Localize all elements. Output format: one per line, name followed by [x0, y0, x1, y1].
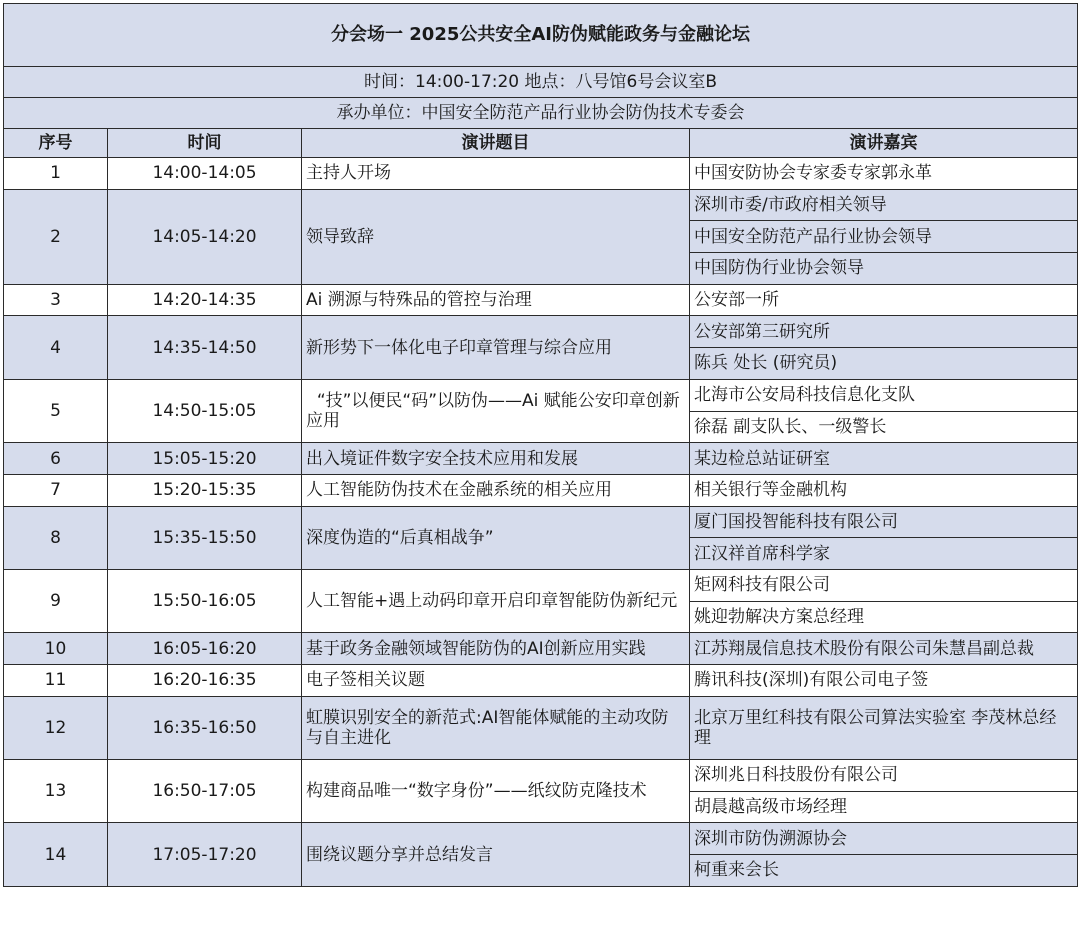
row-number: 8	[4, 506, 108, 569]
row-topic: 人工智能防伪技术在金融系统的相关应用	[302, 474, 690, 506]
row-topic: 虹膜识别安全的新范式:AI智能体赋能的主动攻防与自主进化	[302, 696, 690, 759]
row-topic: 构建商品唯一“数字身份”——纸纹防克隆技术	[302, 760, 690, 823]
row-topic: “技”以便民“码”以防伪——Ai 赋能公安印章创新应用	[302, 379, 690, 442]
row-time: 15:35-15:50	[108, 506, 302, 569]
row-speaker: 中国安防协会专家委专家郭永革	[690, 158, 1078, 190]
row-number: 5	[4, 379, 108, 442]
row-time: 14:20-14:35	[108, 284, 302, 316]
row-topic: 电子签相关议题	[302, 665, 690, 697]
row-speaker: 北京万里红科技有限公司算法实验室 李茂林总经理	[690, 696, 1078, 759]
forum-title: 分会场一 2025公共安全AI防伪赋能政务与金融论坛	[4, 4, 1078, 67]
row-topic: 基于政务金融领域智能防伪的AI创新应用实践	[302, 633, 690, 665]
row-speaker: 厦门国投智能科技有限公司	[690, 506, 1078, 538]
row-time: 14:35-14:50	[108, 316, 302, 379]
row-number: 14	[4, 823, 108, 886]
row-time: 16:05-16:20	[108, 633, 302, 665]
row-speaker: 深圳市委/市政府相关领导	[690, 189, 1078, 221]
row-speaker: 江苏翔晟信息技术股份有限公司朱慧昌副总裁	[690, 633, 1078, 665]
row-speaker: 北海市公安局科技信息化支队	[690, 379, 1078, 411]
row-speaker: 胡晨越高级市场经理	[690, 791, 1078, 823]
row-speaker: 相关银行等金融机构	[690, 474, 1078, 506]
row-number: 9	[4, 569, 108, 632]
row-number: 2	[4, 189, 108, 284]
row-number: 4	[4, 316, 108, 379]
row-number: 6	[4, 443, 108, 475]
row-number: 3	[4, 284, 108, 316]
row-speaker: 腾讯科技(深圳)有限公司电子签	[690, 665, 1078, 697]
row-time: 15:05-15:20	[108, 443, 302, 475]
agenda-row	[4, 760, 1078, 792]
row-topic: 出入境证件数字安全技术应用和发展	[302, 443, 690, 475]
row-number: 13	[4, 760, 108, 823]
agenda-row	[4, 665, 1078, 697]
column-header-topic: 演讲题目	[302, 129, 690, 158]
row-topic: 围绕议题分享并总结发言	[302, 823, 690, 886]
row-time: 16:50-17:05	[108, 760, 302, 823]
agenda-table	[3, 3, 1078, 887]
row-time: 17:05-17:20	[108, 823, 302, 886]
row-number: 1	[4, 158, 108, 190]
row-speaker: 姚迎勃解决方案总经理	[690, 601, 1078, 633]
row-speaker: 深圳市防伪溯源协会	[690, 823, 1078, 855]
row-time: 14:50-15:05	[108, 379, 302, 442]
row-speaker: 江汉祥首席科学家	[690, 538, 1078, 570]
row-speaker: 徐磊 副支队长、一级警长	[690, 411, 1078, 443]
agenda-row	[4, 506, 1078, 538]
row-speaker: 中国安全防范产品行业协会领导	[690, 221, 1078, 253]
row-topic: 新形势下一体化电子印章管理与综合应用	[302, 316, 690, 379]
agenda-row	[4, 158, 1078, 190]
agenda-row	[4, 696, 1078, 759]
column-header-no: 序号	[4, 129, 108, 158]
row-time: 15:20-15:35	[108, 474, 302, 506]
row-topic: 主持人开场	[302, 158, 690, 190]
agenda-row	[4, 316, 1078, 348]
row-topic: 领导致辞	[302, 189, 690, 284]
row-time: 14:05-14:20	[108, 189, 302, 284]
row-time: 16:20-16:35	[108, 665, 302, 697]
time-location: 时间：14:00-17:20 地点：八号馆6号会议室B	[4, 67, 1078, 98]
agenda-table-container	[3, 3, 1077, 887]
agenda-row	[4, 379, 1078, 411]
row-speaker: 陈兵 处长 (研究员)	[690, 348, 1078, 380]
agenda-row	[4, 189, 1078, 221]
agenda-row	[4, 823, 1078, 855]
agenda-row	[4, 633, 1078, 665]
row-time: 14:00-14:05	[108, 158, 302, 190]
agenda-row	[4, 474, 1078, 506]
row-number: 12	[4, 696, 108, 759]
row-time: 15:50-16:05	[108, 569, 302, 632]
column-header-speaker: 演讲嘉宾	[690, 129, 1078, 158]
row-number: 10	[4, 633, 108, 665]
row-speaker: 矩网科技有限公司	[690, 569, 1078, 601]
row-topic: 人工智能+遇上动码印章开启印章智能防伪新纪元	[302, 569, 690, 632]
agenda-row	[4, 569, 1078, 601]
row-speaker: 中国防伪行业协会领导	[690, 253, 1078, 285]
agenda-row	[4, 284, 1078, 316]
row-time: 16:35-16:50	[108, 696, 302, 759]
row-speaker: 公安部一所	[690, 284, 1078, 316]
row-speaker: 某边检总站证研室	[690, 443, 1078, 475]
row-speaker: 深圳兆日科技股份有限公司	[690, 760, 1078, 792]
organizer: 承办单位：中国安全防范产品行业协会防伪技术专委会	[4, 98, 1078, 129]
column-header-time: 时间	[108, 129, 302, 158]
row-topic: 深度伪造的“后真相战争”	[302, 506, 690, 569]
row-number: 11	[4, 665, 108, 697]
row-speaker: 柯重来会长	[690, 855, 1078, 887]
row-speaker: 公安部第三研究所	[690, 316, 1078, 348]
agenda-row	[4, 443, 1078, 475]
row-number: 7	[4, 474, 108, 506]
row-topic: Ai 溯源与特殊品的管控与治理	[302, 284, 690, 316]
